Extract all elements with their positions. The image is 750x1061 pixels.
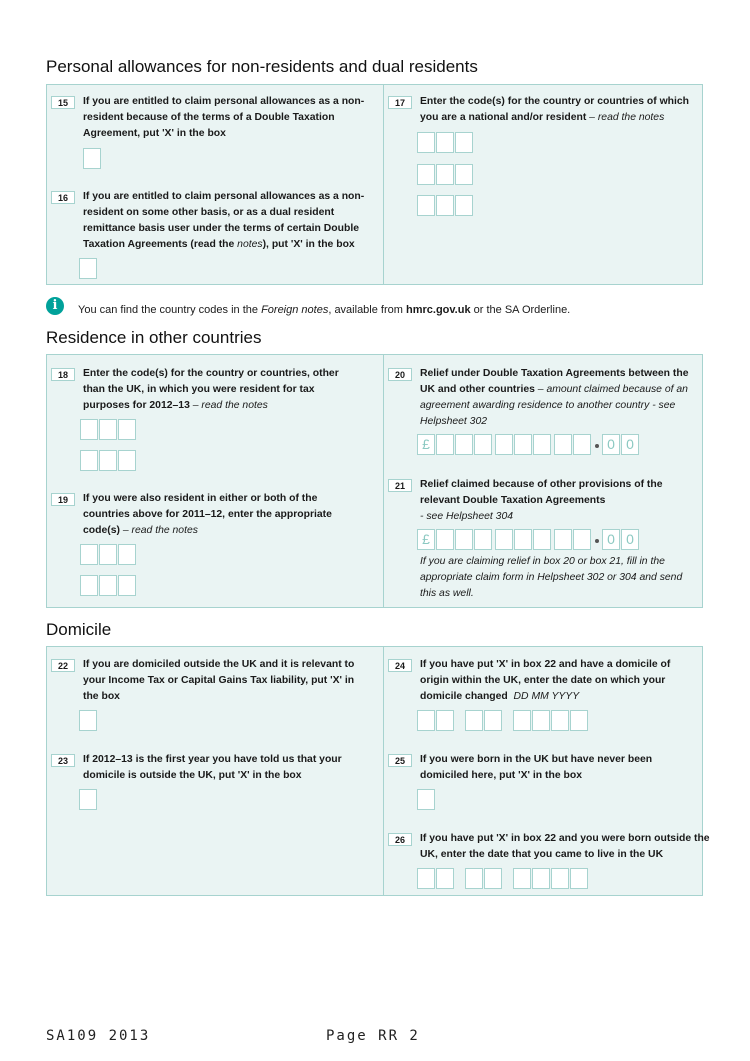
column-divider	[383, 85, 384, 284]
info-note: You can find the country codes in the Foreign notes, available from hmrc.gov.uk or the SA Orderline.	[78, 304, 571, 316]
info-icon: i	[46, 297, 64, 315]
page-number: Page RR 2	[326, 1028, 420, 1044]
section-title-domicile: Domicile	[46, 620, 112, 639]
question-text: If you are entitled to claim personal allowances as a non-resident on some other basis, or as a dual resident remittance basis user under the terms of certain Double Taxation Agreements (read the notes), put 'X' in the box	[83, 191, 365, 250]
tick-box-22[interactable]	[79, 710, 97, 731]
tick-box-23[interactable]	[79, 789, 97, 810]
question-number: 21	[388, 479, 412, 492]
form-reference: SA109 2013	[46, 1028, 151, 1044]
question-number: 23	[51, 754, 75, 767]
question-number: 24	[388, 659, 412, 672]
question-text: If 2012–13 is the first year you have told us that your domicile is outside the UK, put 'X' in the box	[83, 754, 342, 781]
question-number: 20	[388, 368, 412, 381]
domicile-panel	[46, 646, 710, 896]
tick-box-25[interactable]	[417, 789, 435, 810]
question-number: 26	[388, 833, 412, 846]
question-text: If you are domiciled outside the UK and it is relevant to your Income Tax or Capital Gains Tax liability, put 'X' in the box	[83, 659, 355, 702]
question-text: If you are entitled to claim personal allowances as a non-resident because of the terms of a Double Taxation Agreement, put 'X' in the box	[83, 96, 365, 139]
question-text: If you have put 'X' in box 22 and have a domicile of origin within the UK, enter the date on which your domicile changed DD MM YYYY	[420, 659, 671, 702]
question-number: 16	[51, 191, 75, 204]
question-number: 19	[51, 493, 75, 506]
claim-form-note: If you are claiming relief in box 20 or box 21, fill in the appropriate claim form in Helpsheet 302 or 304 and send this as well.	[420, 556, 683, 599]
column-divider	[383, 647, 384, 895]
residence-panel: 18 Enter the code(s) for the country or countries, other than the UK, in which you were resident for tax purposes for 2012–13 – read the notes 19 If you were also resident in either or both of the countries above for 2011–12, enter the appropriate code(s) – read the notes 20 Relief under Double Taxation Agreements between the UK and other countries – amount claimed because of an agreement awarding residence to another country - see Helpsheet 302 £ 0 0 21 Relief claimed because of other provisions of the relevant Double Taxation Agreements - see Helpsheet 304 £ 0 0 If you are claiming relief in box 20 or box 21, fill in the appropriate claim form in Helpsheet 302 or 304 and send this as well.	[46, 354, 703, 608]
question-text: Enter the code(s) for the country or countries of which you are a national and/or resident – read the notes	[420, 96, 690, 123]
question-number: 15	[51, 96, 75, 109]
section-title-residence: Residence in other countries	[46, 328, 262, 347]
question-text: If you were born in the UK but have never been domiciled here, put 'X' in the box	[420, 754, 653, 781]
tick-box-15[interactable]	[83, 148, 101, 169]
section-title-personal-allowances: Personal allowances for non-residents and dual residents	[46, 57, 478, 76]
question-number: 25	[388, 754, 412, 767]
question-text: If you have put 'X' in box 22 and you were born outside the UK, enter the date that you came to live in the UK	[420, 833, 710, 860]
question-number: 22	[51, 659, 75, 672]
personal-allowances-panel	[46, 84, 703, 285]
question-text: Enter the code(s) for the country or countries, other than the UK, in which you were resident for tax purposes for 2012–13 – read the notes	[83, 368, 339, 411]
question-text: Relief claimed because of other provisions of the relevant Double Taxation Agreements - see Helpsheet 304	[420, 479, 663, 522]
column-divider	[383, 355, 384, 607]
question-number: 18	[51, 368, 75, 381]
question-number: 17	[388, 96, 412, 109]
tick-box-16[interactable]	[79, 258, 97, 279]
question-text: If you were also resident in either or both of the countries above for 2011–12, enter the appropriate code(s) – read the notes	[83, 493, 332, 536]
question-text: Relief under Double Taxation Agreements between the UK and other countries – amount claimed because of an agreement awarding residence to another country - see Helpsheet 302	[420, 368, 689, 427]
